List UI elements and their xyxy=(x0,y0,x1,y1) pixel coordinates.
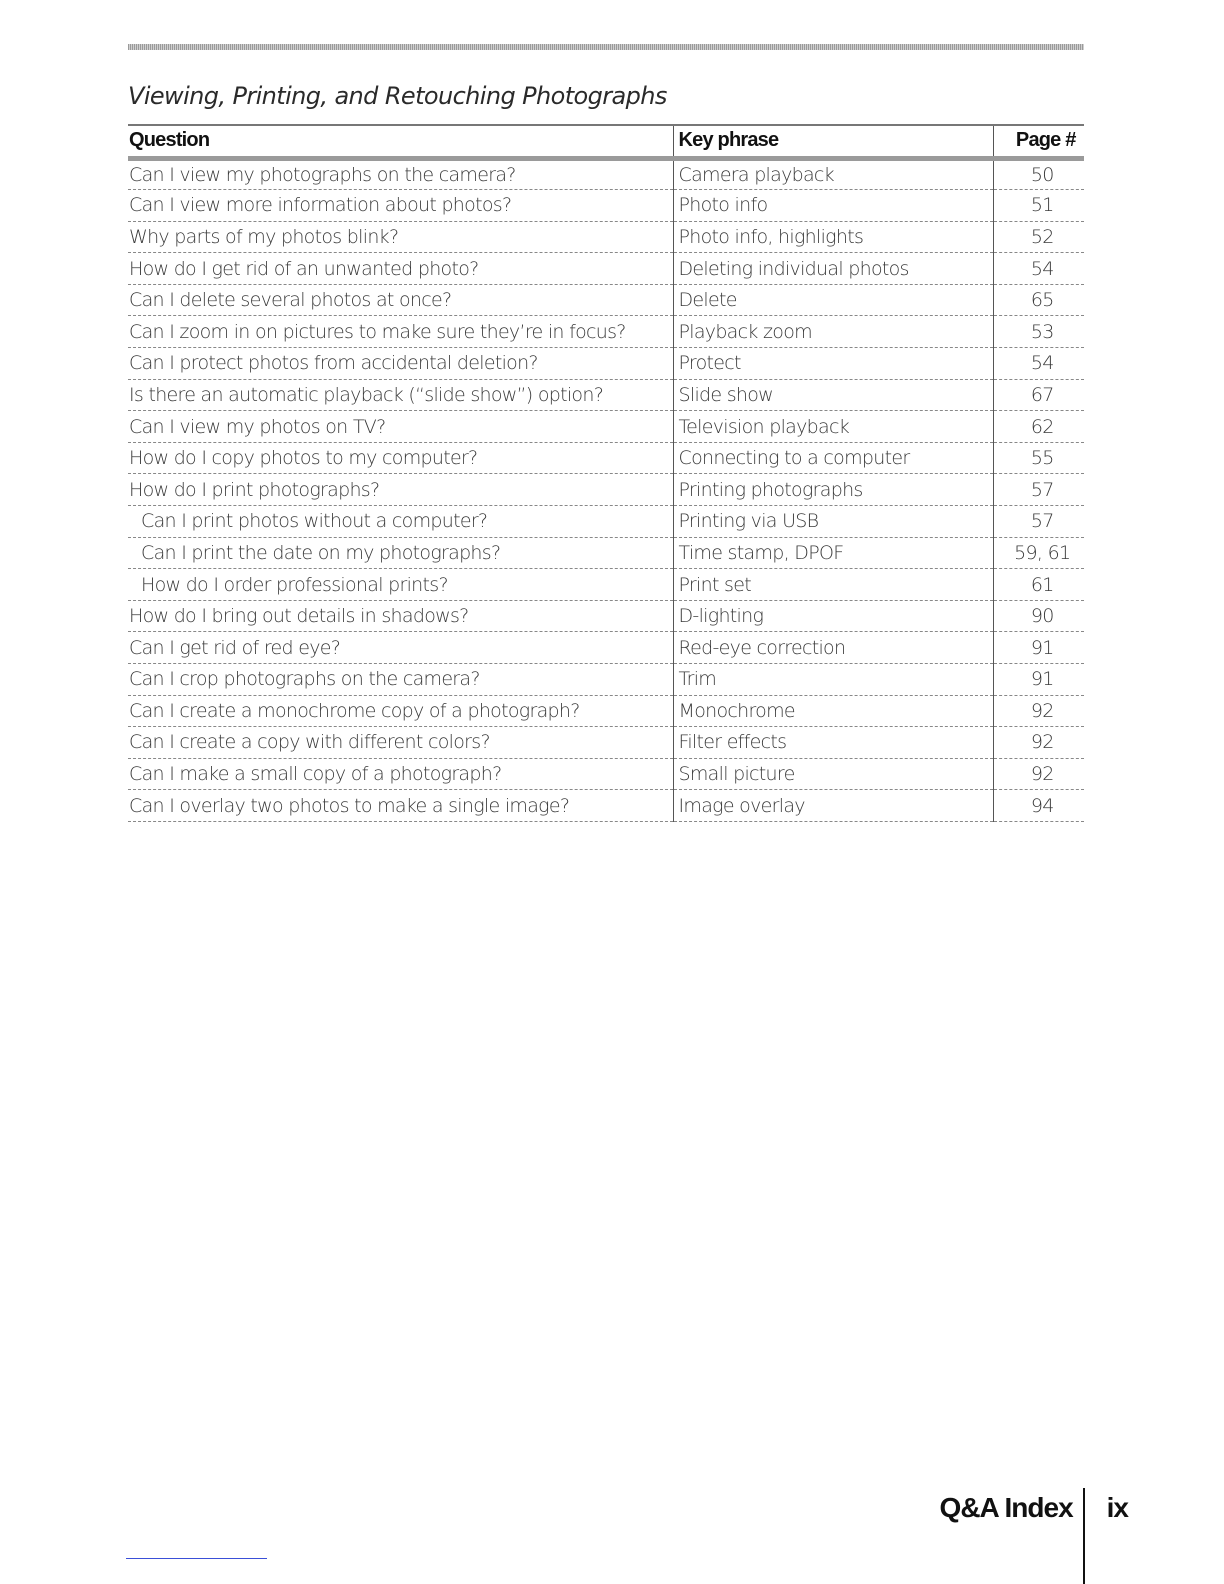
page-cell: 57 xyxy=(993,474,1084,506)
key-phrase-cell: Filter effects xyxy=(673,727,993,759)
page-cell: 52 xyxy=(993,221,1084,253)
question-cell: How do I get rid of an unwanted photo? xyxy=(129,257,479,280)
question-cell: Can I make a small copy of a photograph? xyxy=(129,763,502,786)
table-row xyxy=(128,506,1084,538)
key-phrase-cell: Trim xyxy=(673,664,993,696)
key-phrase-cell: D-lighting xyxy=(673,600,993,632)
page-cell: 91 xyxy=(993,664,1084,696)
key-phrase-cell: Printing via USB xyxy=(673,506,993,538)
page-cell: 50 xyxy=(993,158,1084,190)
key-phrase-cell: Time stamp, DPOF xyxy=(673,537,993,569)
footer-section-label: Q&A Index xyxy=(939,1492,1073,1523)
page-cell: 61 xyxy=(993,569,1084,601)
key-phrase-cell: Monochrome xyxy=(673,695,993,727)
question-cell: Can I view my photos on TV? xyxy=(129,415,386,438)
key-phrase-cell: Red-eye correction xyxy=(673,632,993,664)
table-row xyxy=(128,474,1084,506)
key-phrase-cell: Print set xyxy=(673,569,993,601)
key-phrase-cell: Slide show xyxy=(673,379,993,411)
footer-page-number: ix xyxy=(1106,1492,1128,1523)
table-row xyxy=(128,379,1084,411)
question-cell: Can I protect photos from accidental deletion? xyxy=(129,352,538,375)
question-cell: How do I order professional prints? xyxy=(141,573,448,596)
question-cell: Is there an automatic playback (“slide show”) option? xyxy=(129,383,604,406)
table-row xyxy=(128,569,1084,601)
qa-table xyxy=(128,124,1084,822)
question-cell: Can I view more information about photos? xyxy=(129,194,512,217)
page-footer xyxy=(940,1488,1128,1584)
question-cell: Can I overlay two photos to make a single image? xyxy=(129,794,570,817)
table-row xyxy=(128,727,1084,759)
question-cell: Can I get rid of red eye? xyxy=(129,636,341,659)
question-cell: How do I print photographs? xyxy=(129,478,380,501)
key-phrase-cell: Playback zoom xyxy=(673,316,993,348)
section-title: Viewing, Printing, and Retouching Photographs xyxy=(128,82,667,110)
key-phrase-cell: Printing photographs xyxy=(673,474,993,506)
table-row xyxy=(128,664,1084,696)
page-cell: 94 xyxy=(993,790,1084,822)
key-phrase-cell: Image overlay xyxy=(673,790,993,822)
question-cell: Why parts of my photos blink? xyxy=(129,225,399,248)
page-cell: 51 xyxy=(993,190,1084,222)
key-phrase-cell: Photo info, highlights xyxy=(673,221,993,253)
table-row xyxy=(128,158,1084,190)
table-row xyxy=(128,348,1084,380)
table-row xyxy=(128,695,1084,727)
table-row xyxy=(128,221,1084,253)
question-cell: Can I crop photographs on the camera? xyxy=(129,668,480,691)
key-phrase-cell: Connecting to a computer xyxy=(673,442,993,474)
table-row xyxy=(128,411,1084,443)
page-cell: 54 xyxy=(993,348,1084,380)
table-row xyxy=(128,758,1084,790)
question-cell: Can I print the date on my photographs? xyxy=(141,541,501,564)
page-cell: 90 xyxy=(993,600,1084,632)
table-row xyxy=(128,316,1084,348)
table-header-row xyxy=(128,125,1084,158)
page-cell: 92 xyxy=(993,727,1084,759)
question-cell: Can I zoom in on pictures to make sure they’re in focus? xyxy=(129,320,626,343)
table-row xyxy=(128,537,1084,569)
page-cell: 92 xyxy=(993,695,1084,727)
table-row xyxy=(128,600,1084,632)
table-row xyxy=(128,253,1084,285)
key-phrase-cell: Camera playback xyxy=(673,158,993,190)
key-phrase-cell: Delete xyxy=(673,284,993,316)
question-cell: Can I view my photographs on the camera? xyxy=(129,163,516,186)
table-row xyxy=(128,442,1084,474)
question-cell: How do I bring out details in shadows? xyxy=(129,605,469,628)
page-cell: 57 xyxy=(993,506,1084,538)
table-row xyxy=(128,284,1084,316)
header-question: Question xyxy=(129,129,210,152)
key-phrase-cell: Photo info xyxy=(673,190,993,222)
question-cell: How do I copy photos to my computer? xyxy=(129,447,478,470)
header-page: Page # xyxy=(993,125,1084,158)
page-cell: 91 xyxy=(993,632,1084,664)
key-phrase-cell: Protect xyxy=(673,348,993,380)
page-cell: 67 xyxy=(993,379,1084,411)
key-phrase-cell: Small picture xyxy=(673,758,993,790)
question-cell: Can I print photos without a computer? xyxy=(141,510,488,533)
table-row xyxy=(128,632,1084,664)
page-cell: 65 xyxy=(993,284,1084,316)
page-cell: 59, 61 xyxy=(993,537,1084,569)
page-cell: 54 xyxy=(993,253,1084,285)
key-phrase-cell: Deleting individual photos xyxy=(673,253,993,285)
bottom-link-rule xyxy=(126,1558,267,1559)
table-row xyxy=(128,790,1084,822)
top-rule xyxy=(128,44,1084,50)
page-cell: 53 xyxy=(993,316,1084,348)
key-phrase-cell: Television playback xyxy=(673,411,993,443)
header-key-phrase: Key phrase xyxy=(673,125,993,158)
page-cell: 62 xyxy=(993,411,1084,443)
page-cell: 55 xyxy=(993,442,1084,474)
page-cell: 92 xyxy=(993,758,1084,790)
table-row xyxy=(128,190,1084,222)
question-cell: Can I create a monochrome copy of a photograph? xyxy=(129,699,580,722)
question-cell: Can I delete several photos at once? xyxy=(129,289,452,312)
question-cell: Can I create a copy with different colors? xyxy=(129,731,490,754)
